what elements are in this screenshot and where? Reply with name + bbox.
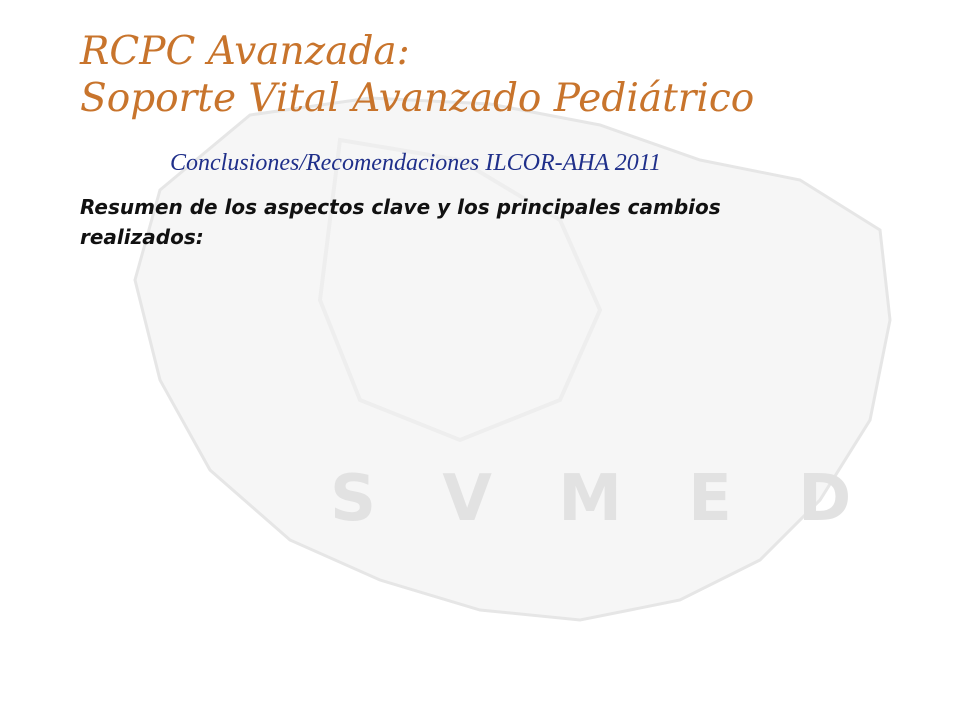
watermark-text: S V M E D: [330, 462, 874, 536]
section-heading: Resumen de los aspectos clave y los principales cambios realizados:: [80, 195, 721, 249]
slide-title: [80, 28, 754, 122]
slide-subtitle: Conclusiones/Recomendaciones ILCOR-AHA 2011: [170, 150, 662, 176]
slide-title-line1: RCPC Avanzada:: [80, 29, 410, 74]
slide-title-line2: Soporte Vital Avanzado Pediátrico: [80, 76, 755, 121]
